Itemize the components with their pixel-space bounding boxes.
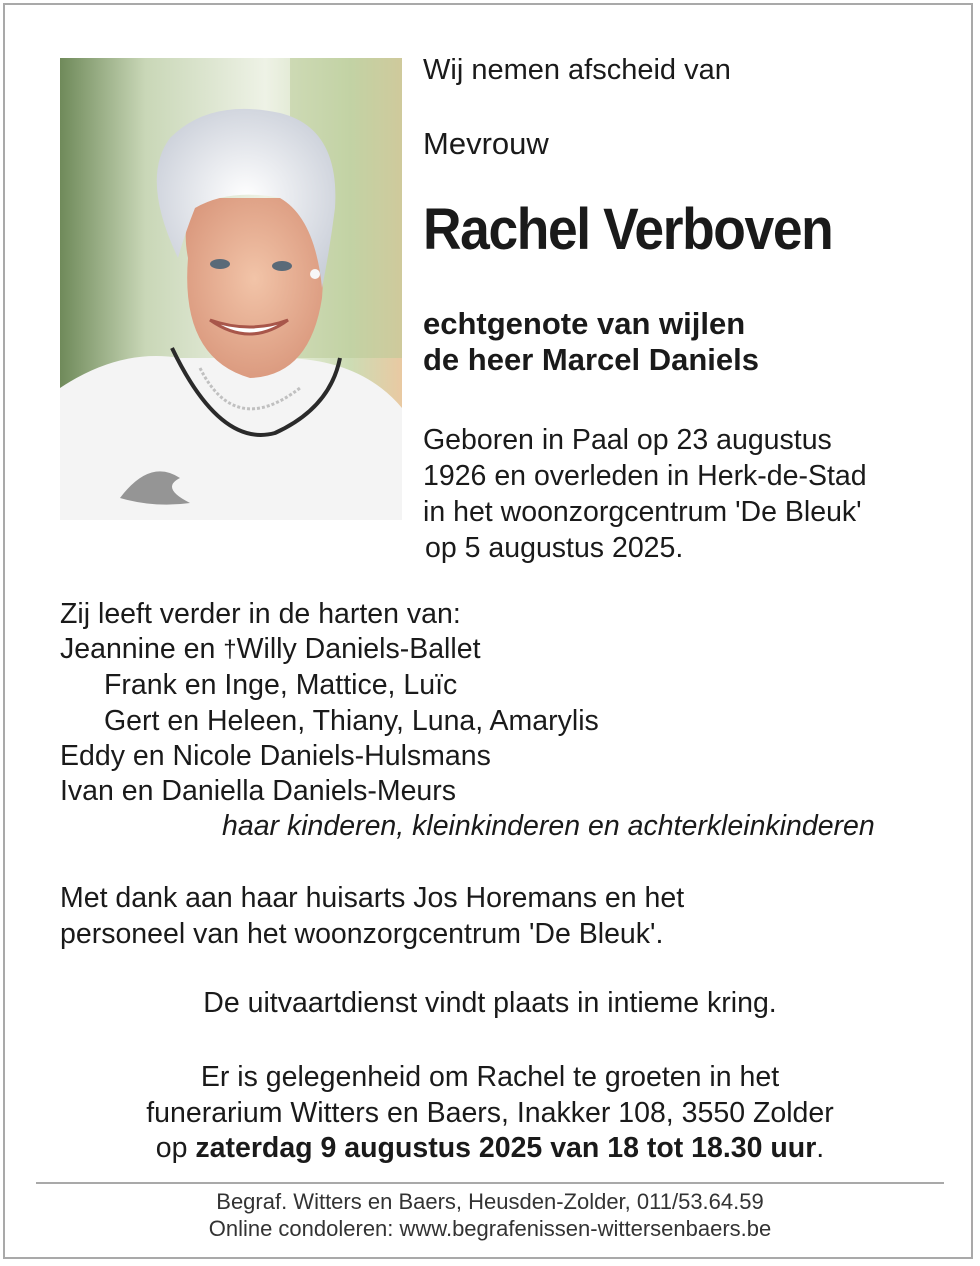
spouse-info — [423, 306, 759, 378]
birth-line: Geboren in Paal op 23 augustus — [423, 424, 832, 456]
thanks-line: personeel van het woonzorgcentrum 'De Bleuk'. — [60, 917, 664, 950]
thanks-line: Met dank aan haar huisarts Jos Horemans en het — [60, 882, 685, 914]
family-line: Gert en Heleen, Thiany, Luna, Amarylis — [104, 704, 599, 737]
thanks-text — [60, 881, 684, 952]
portrait-photo — [60, 58, 402, 520]
deceased-name: Rachel Verboven — [423, 197, 833, 262]
intro-text: Wij nemen afscheid van — [423, 54, 731, 86]
footer — [0, 1188, 980, 1242]
birth-line: in het woonzorgcentrum 'De Bleuk' — [423, 496, 862, 528]
visit-prefix: op — [155, 1132, 196, 1164]
birth-line: op 5 augustus 2025. — [425, 532, 684, 564]
visit-datetime: zaterdag 9 augustus 2025 van 18 tot 18.30 uur — [195, 1132, 817, 1164]
service-text: De uitvaartdienst vindt plaats in intieme kring. — [203, 987, 777, 1019]
family-intro: Zij leeft verder in de harten van: — [60, 598, 461, 630]
birth-line: 1926 en overleden in Herk-de-Stad — [423, 460, 867, 492]
family-line: Ivan en Daniella Daniels-Meurs — [60, 775, 457, 808]
footer-line-condolences: Online condoleren: www.begrafenissen-wittersenbaers.be — [208, 1216, 772, 1241]
family-line — [60, 632, 875, 668]
spouse-line: de heer Marcel Daniels — [423, 342, 759, 377]
family-text: Jeannine en — [60, 633, 224, 666]
family-role: haar kinderen, kleinkinderen en achterkleinkinderen — [222, 810, 875, 843]
visitation-info — [0, 1060, 980, 1167]
family-text: Willy Daniels-Ballet — [236, 633, 481, 666]
visit-line — [0, 1131, 980, 1167]
family-list — [60, 597, 875, 844]
spouse-line: echtgenote van wijlen — [423, 306, 746, 341]
honorific: Mevrouw — [423, 126, 549, 161]
visit-line: Er is gelegenheid om Rachel te groeten in het — [200, 1061, 780, 1093]
family-line: Frank en Inge, Mattice, Luïc — [104, 669, 458, 702]
footer-line-funeral-home: Begraf. Witters en Baers, Heusden-Zolder, 011/53.64.59 — [216, 1189, 764, 1214]
family-line: Eddy en Nicole Daniels-Hulsmans — [60, 739, 491, 772]
cross-icon: † — [223, 636, 237, 664]
visit-line: funerarium Witters en Baers, Inakker 108, 3550 Zolder — [146, 1096, 834, 1129]
birth-death-info — [423, 422, 867, 566]
visit-suffix: . — [816, 1132, 825, 1164]
footer-divider — [36, 1182, 944, 1184]
portrait-illustration — [60, 58, 402, 520]
